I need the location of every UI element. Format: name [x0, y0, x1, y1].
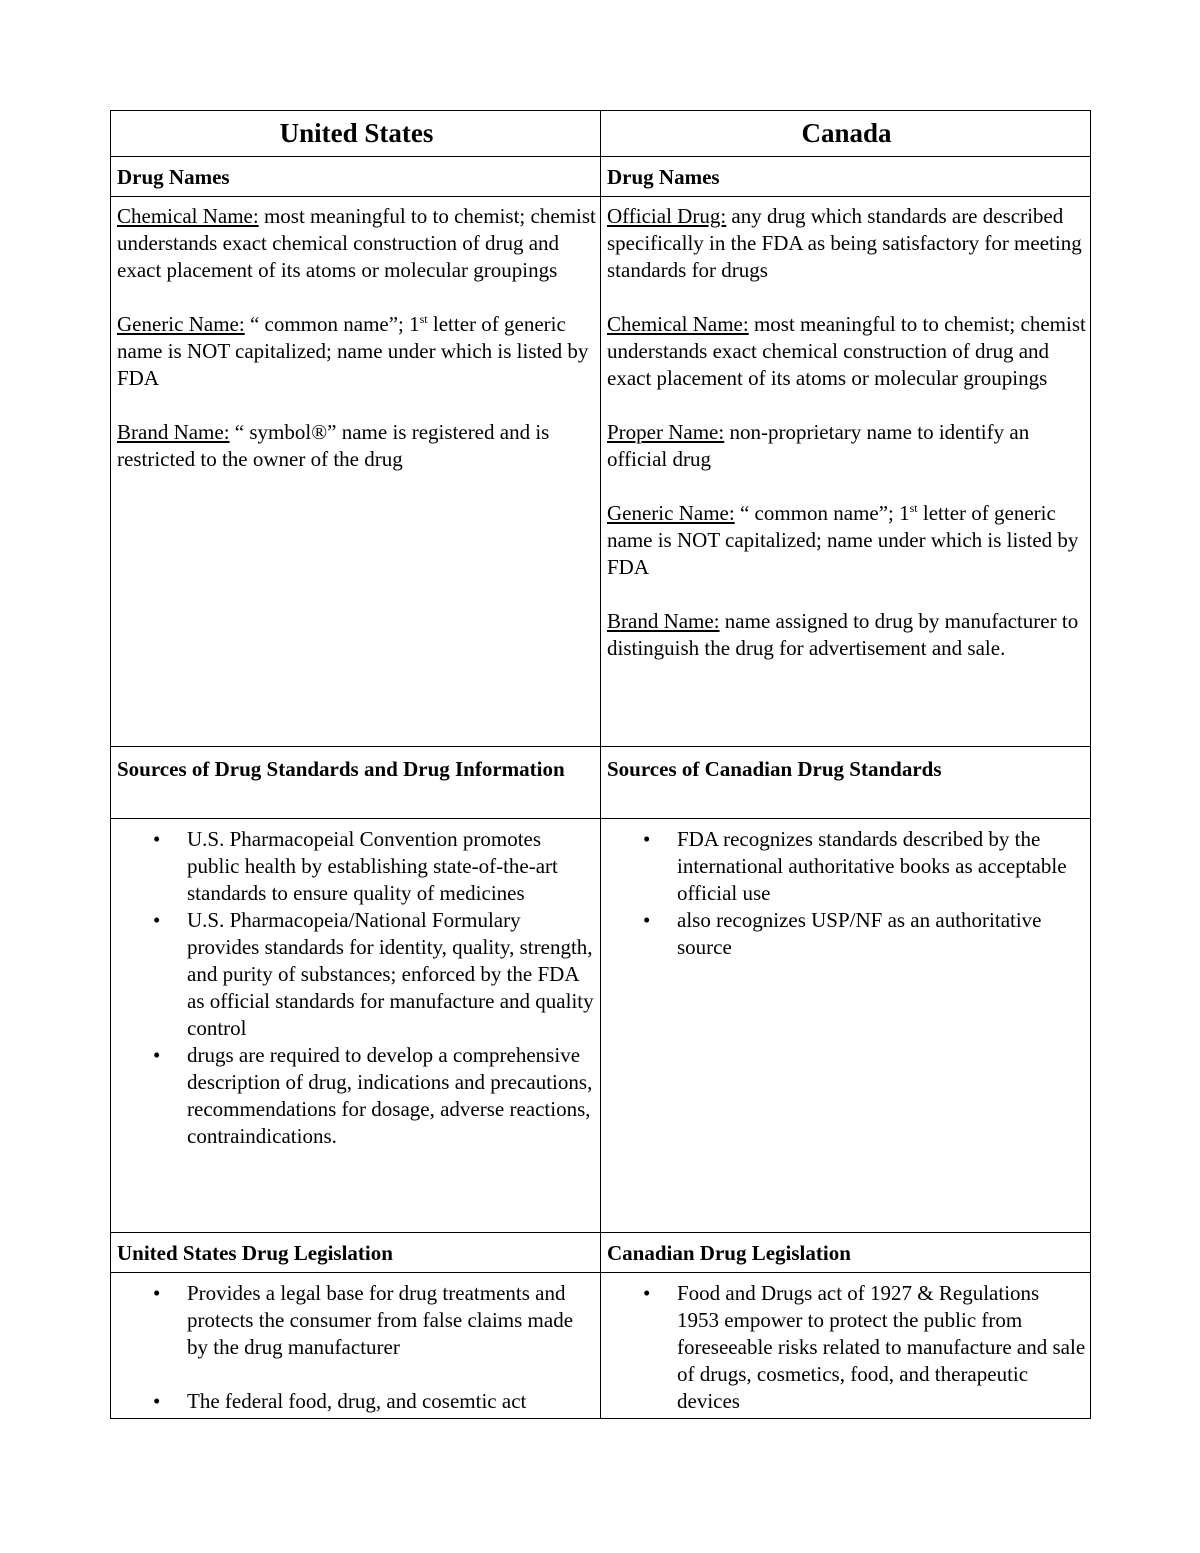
term-text: “ common name”; 1: [734, 501, 910, 525]
sources-body-row: [111, 819, 1091, 1233]
term-text: most meaningful to to chemist; chemist understands exact chemical construction of drug and exact placement of its atoms or molecular groupings: [117, 204, 596, 282]
us-column-title: United States: [111, 111, 601, 157]
term-label: Generic Name:: [607, 501, 735, 525]
term-text: non-proprietary name to identify an official drug: [607, 420, 1030, 471]
drug-names-header-row: [111, 157, 1091, 197]
list-item: • also recognizes USP/NF as an authoritative source: [677, 907, 1086, 961]
term-label: Chemical Name:: [607, 312, 749, 336]
legislation-body-row: [111, 1273, 1091, 1419]
ca-legislation-cell: [601, 1273, 1091, 1419]
us-sources-cell: [111, 819, 601, 1233]
ca-chemical-name-definition: [607, 311, 1086, 392]
drug-names-body-row: [111, 197, 1091, 747]
term-label: Brand Name:: [117, 420, 230, 444]
list-item: • U.S. Pharmacopeia/National Formulary provides standards for identity, quality, strength, and purity of substances; enforced by the FDA as official standards for manufacture and quality control: [187, 907, 596, 1042]
ca-proper-name-definition: [607, 419, 1086, 473]
term-label: Proper Name:: [607, 420, 725, 444]
term-text: letter of generic name is NOT capitalized; name under which is listed by FDA: [117, 312, 589, 390]
comparison-table: [110, 110, 1091, 1419]
ca-legislation-heading: Canadian Drug Legislation: [601, 1233, 1091, 1273]
list-item: • Provides a legal base for drug treatments and protects the consumer from false claims made by the drug manufacturer: [187, 1280, 596, 1361]
us-legislation-list: [117, 1280, 596, 1415]
ca-drug-names-heading: Drug Names: [601, 157, 1091, 197]
us-sources-heading: Sources of Drug Standards and Drug Information: [111, 747, 601, 819]
term-text: “ common name”; 1: [244, 312, 420, 336]
ordinal-suffix: st: [419, 312, 428, 326]
ca-legislation-list: [607, 1280, 1086, 1415]
ca-sources-cell: [601, 819, 1091, 1233]
ca-generic-name-definition: [607, 500, 1086, 581]
canada-column-title: Canada: [601, 111, 1091, 157]
term-label: Official Drug:: [607, 204, 727, 228]
us-legislation-cell: [111, 1273, 601, 1419]
us-chemical-name-definition: [117, 203, 596, 284]
legislation-header-row: [111, 1233, 1091, 1273]
us-brand-name-definition: [117, 419, 596, 473]
list-item: • FDA recognizes standards described by the international authoritative books as acceptable official use: [677, 826, 1086, 907]
ordinal-suffix: st: [909, 501, 918, 515]
term-label: Chemical Name:: [117, 204, 259, 228]
ca-brand-name-definition: [607, 608, 1086, 662]
list-item: • Food and Drugs act of 1927 & Regulations 1953 empower to protect the public from foreseeable risks related to manufacture and sale of drugs, cosmetics, food, and therapeutic devices: [677, 1280, 1086, 1415]
country-header-row: [111, 111, 1091, 157]
list-item: • U.S. Pharmacopeial Convention promotes public health by establishing state-of-the-art standards to ensure quality of medicines: [187, 826, 596, 907]
term-label: Generic Name:: [117, 312, 245, 336]
us-drug-names-cell: [111, 197, 601, 747]
term-text: name assigned to drug by manufacturer to distinguish the drug for advertisement and sale.: [607, 609, 1079, 660]
us-drug-names-heading: Drug Names: [111, 157, 601, 197]
ca-official-drug-definition: [607, 203, 1086, 284]
ca-drug-names-cell: [601, 197, 1091, 747]
ca-sources-list: [607, 826, 1086, 961]
term-text: letter of generic name is NOT capitalized; name under which is listed by FDA: [607, 501, 1079, 579]
ca-sources-heading: Sources of Canadian Drug Standards: [601, 747, 1091, 819]
us-generic-name-definition: [117, 311, 596, 392]
list-item: • The federal food, drug, and cosemtic act: [187, 1388, 596, 1415]
us-sources-list: [117, 826, 596, 1150]
us-legislation-heading: United States Drug Legislation: [111, 1233, 601, 1273]
sources-header-row: [111, 747, 1091, 819]
term-text: any drug which standards are described specifically in the FDA as being satisfactory for meeting standards for drugs: [607, 204, 1082, 282]
term-text: most meaningful to to chemist; chemist understands exact chemical construction of drug and exact placement of its atoms or molecular groupings: [607, 312, 1086, 390]
list-item: • drugs are required to develop a comprehensive description of drug, indications and precautions, recommendations for dosage, adverse reactions, contraindications.: [187, 1042, 596, 1150]
term-text: “ symbol®” name is registered and is restricted to the owner of the drug: [117, 420, 550, 471]
term-label: Brand Name:: [607, 609, 720, 633]
